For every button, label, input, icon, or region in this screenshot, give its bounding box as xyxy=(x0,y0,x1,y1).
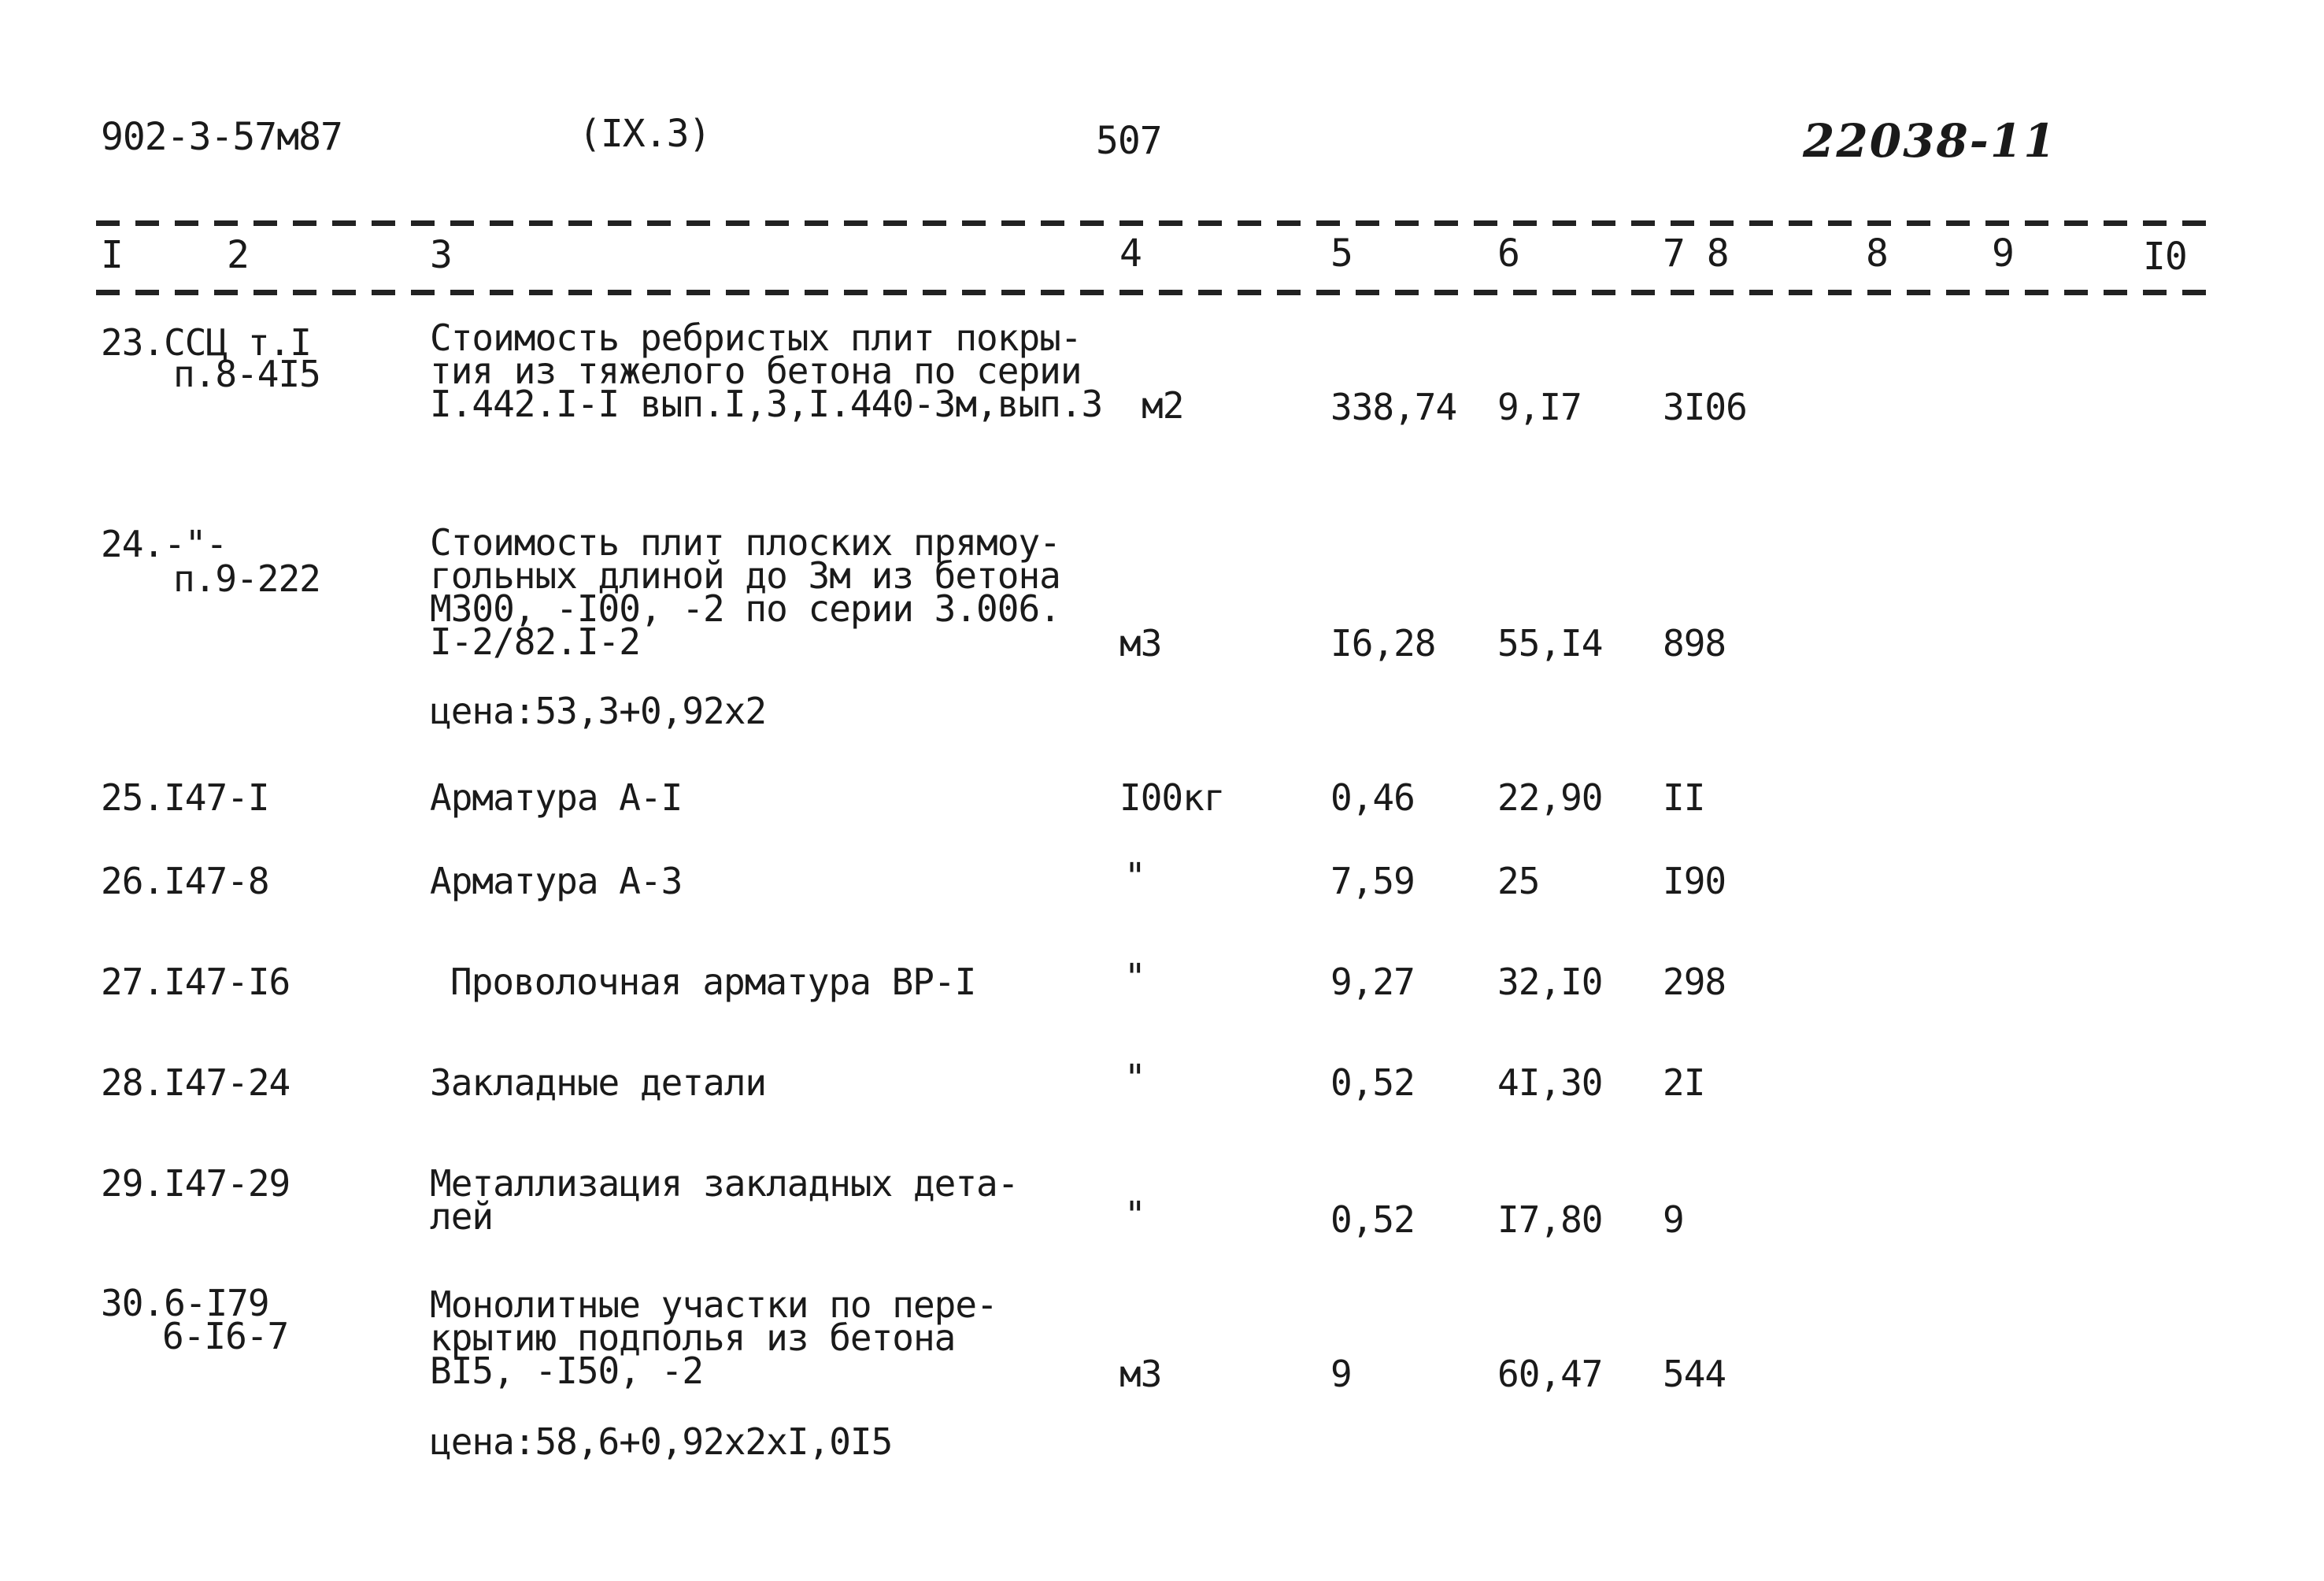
row-unit-price: I7,80 xyxy=(1497,1198,1603,1241)
row-unit: " xyxy=(1124,956,1145,998)
row-code: 29.I47-29 xyxy=(101,1162,290,1205)
row-code: п.9-222 xyxy=(173,557,320,600)
row-unit: м2 xyxy=(1142,384,1184,427)
col-header-9: 9 xyxy=(1992,231,2014,276)
row-unit-price: 55,I4 xyxy=(1497,622,1603,665)
row-description: I-2/82.I-2 xyxy=(430,620,640,663)
row-total: I90 xyxy=(1663,860,1726,902)
row-unit-price: 60,47 xyxy=(1497,1353,1603,1395)
row-description: Стоимость плит плоских прямоу- xyxy=(430,521,1060,564)
row-total: 298 xyxy=(1663,961,1726,1003)
row-quantity: 0,52 xyxy=(1330,1061,1415,1104)
row-unit-price: 25 xyxy=(1497,860,1540,902)
row-description: I.442.I-I вып.I,3,I.440-3м,вып.3 xyxy=(430,383,1103,425)
row-quantity: 7,59 xyxy=(1330,860,1415,902)
row-code: 6-I6-7 xyxy=(162,1315,289,1357)
page-number: 507 xyxy=(1096,119,1162,163)
col-header-7-8: 7 8 xyxy=(1663,231,1729,276)
row-total: 898 xyxy=(1663,622,1726,665)
row-unit-price: 4I,30 xyxy=(1497,1061,1603,1104)
row-description: крытию подполья из бетона xyxy=(430,1316,956,1359)
row-description: тия из тяжелого бетона по серии xyxy=(430,350,1082,392)
row-code: 24.-"- xyxy=(101,523,228,565)
handwritten-reference: 22038-11 xyxy=(1803,114,2057,168)
header-top-divider xyxy=(96,220,2214,226)
row-quantity: 0,46 xyxy=(1330,776,1415,819)
row-price-note: цена:53,3+0,92х2 xyxy=(430,690,767,732)
row-description: лей xyxy=(430,1195,494,1238)
col-header-8: 8 xyxy=(1866,231,1888,276)
row-unit: " xyxy=(1124,1057,1145,1099)
row-description: Арматура А-I xyxy=(430,776,683,819)
col-header-6: 6 xyxy=(1497,231,1519,276)
col-header-3: 3 xyxy=(430,233,452,277)
row-description: Стоимость ребристых плит покры- xyxy=(430,317,1082,359)
row-unit: " xyxy=(1124,1194,1145,1236)
row-quantity: 338,74 xyxy=(1330,386,1457,428)
document-code: 902-3-57м87 xyxy=(101,115,342,159)
row-quantity: 0,52 xyxy=(1330,1198,1415,1241)
col-header-2: 2 xyxy=(227,233,249,277)
row-total: 3I06 xyxy=(1663,386,1747,428)
row-code: 23.ССЦ т.I xyxy=(101,321,311,364)
section-number: (IX.3) xyxy=(579,112,711,156)
row-description: М300, -I00, -2 по серии 3.006. xyxy=(430,587,1060,630)
row-unit: м3 xyxy=(1119,1353,1162,1395)
row-description: гольных длиной до 3м из бетона xyxy=(430,554,1060,597)
col-header-10: I0 xyxy=(2143,235,2187,279)
row-description: Монолитные участки по пере- xyxy=(430,1283,997,1326)
row-total: 9 xyxy=(1663,1198,1684,1241)
row-total: 544 xyxy=(1663,1353,1726,1395)
col-header-1: I xyxy=(101,233,123,277)
row-quantity: 9,27 xyxy=(1330,961,1415,1003)
row-unit-price: 22,90 xyxy=(1497,776,1603,819)
row-code: 26.I47-8 xyxy=(101,860,269,902)
row-code: 27.I47-I6 xyxy=(101,961,290,1003)
row-description: Проволочная арматура ВР-I xyxy=(450,961,976,1003)
row-code: 30.6-I79 xyxy=(101,1282,269,1324)
row-unit-price: 9,I7 xyxy=(1497,386,1582,428)
row-description: Арматура А-3 xyxy=(430,860,683,902)
header-bottom-divider xyxy=(96,290,2214,295)
row-code: 28.I47-24 xyxy=(101,1061,290,1104)
row-unit: I00кг xyxy=(1119,776,1225,819)
row-quantity: 9 xyxy=(1330,1353,1352,1395)
col-header-5: 5 xyxy=(1330,231,1353,276)
row-quantity: I6,28 xyxy=(1330,622,1436,665)
row-unit-price: 32,I0 xyxy=(1497,961,1603,1003)
row-unit: м3 xyxy=(1119,622,1162,665)
row-code: п.8-4I5 xyxy=(173,353,320,395)
row-description: Металлизация закладных дета- xyxy=(430,1162,1019,1205)
row-total: 2I xyxy=(1663,1061,1705,1104)
row-description: ВI5, -I50, -2 xyxy=(430,1350,704,1392)
row-description: Закладные детали xyxy=(430,1061,767,1104)
row-price-note: цена:58,6+0,92х2хI,0I5 xyxy=(430,1420,893,1463)
row-total: II xyxy=(1663,776,1705,819)
col-header-4: 4 xyxy=(1119,231,1142,276)
row-unit: " xyxy=(1124,855,1145,898)
row-code: 25.I47-I xyxy=(101,776,269,819)
